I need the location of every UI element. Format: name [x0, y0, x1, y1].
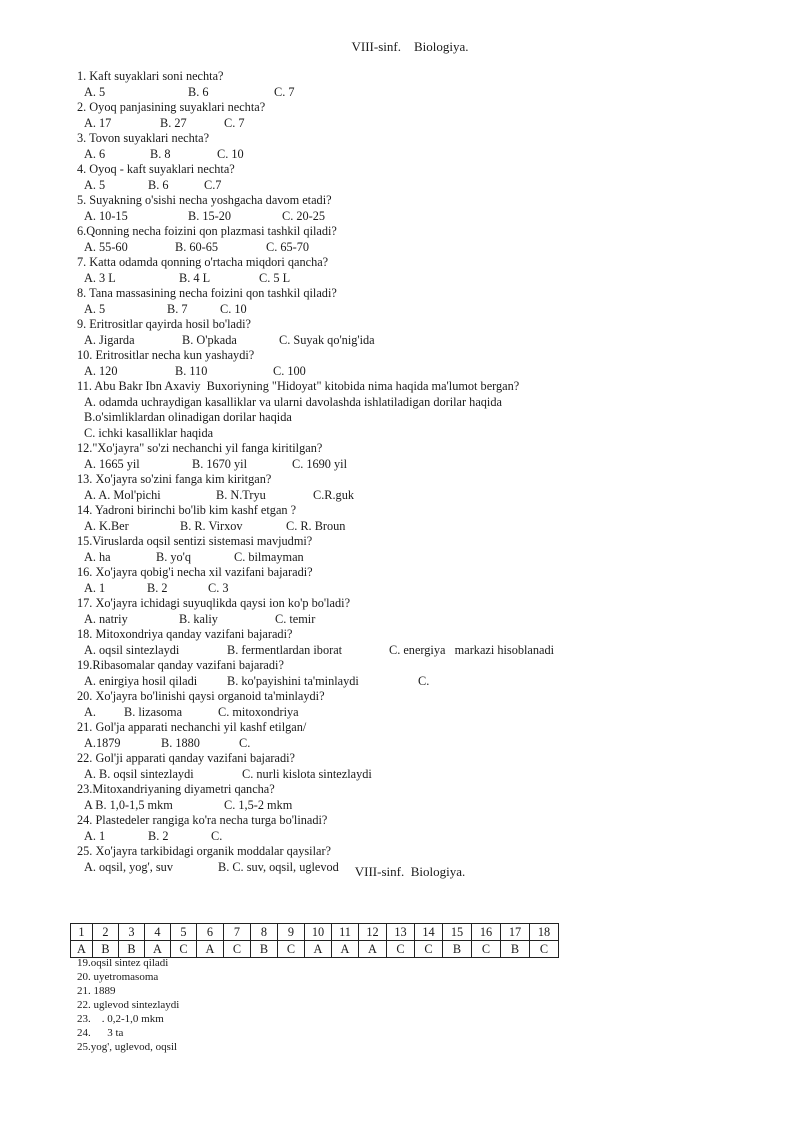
answer-option: B. fermentlardan iborat	[227, 642, 343, 657]
answer-option: A. 1	[84, 580, 106, 595]
answer-key-answer: B	[119, 941, 145, 958]
answer-option: A. 10-15	[84, 208, 128, 223]
question-17	[77, 596, 777, 627]
answer-option: C. 10	[220, 301, 247, 316]
answer-option: B. 110	[175, 363, 208, 378]
answer-option: A. 5	[84, 177, 106, 192]
answer-key-answer: A	[359, 941, 387, 958]
answer-key-answer: C	[171, 941, 197, 958]
answer-option: C. 1690 yil	[292, 456, 347, 471]
question-text: 22. Gol'ji apparati qanday vazifani bajaradi?	[77, 751, 295, 765]
answer-option: A. 5	[84, 301, 106, 316]
answer-option: C. bilmayman	[234, 549, 304, 564]
answer-option: B. lizasoma	[124, 704, 183, 719]
answer-option: A B. 1,0-1,5 mkm	[84, 797, 173, 812]
answer-option: B. N.Tryu	[216, 487, 266, 502]
answer-key-answer: C	[278, 941, 305, 958]
answer-note: 22. uglevod sintezlaydi	[77, 999, 180, 1011]
question-text: 18. Mitoxondriya qanday vazifani bajaradi?	[77, 627, 293, 641]
answer-key-number: 15	[443, 924, 472, 941]
question-18	[77, 627, 777, 658]
question-text: 2. Oyoq panjasining suyaklari nechta?	[77, 100, 266, 114]
answer-note: 23. . 0,2-1,0 mkm	[77, 1013, 164, 1025]
answer-option: B. C. suv, oqsil, uglevod	[218, 859, 339, 874]
option-row	[77, 736, 777, 752]
answer-option: C.7	[204, 177, 222, 192]
question-6	[77, 224, 777, 255]
question-7	[77, 255, 777, 286]
question-text: 3. Tovon suyaklari nechta?	[77, 131, 210, 145]
answer-option: B. kaliy	[179, 611, 218, 626]
question-4	[77, 162, 777, 193]
question-text: 16. Xo'jayra qobig'i necha xil vazifani bajaradi?	[77, 565, 313, 579]
option-row	[77, 333, 777, 349]
question-3	[77, 131, 777, 162]
answer-key-title: VIII-sinf. Biologiya.	[354, 864, 466, 879]
option-row	[77, 147, 777, 163]
answer-option: C. nurli kislota sintezlaydi	[242, 766, 372, 781]
answer-option: A.1879	[84, 735, 121, 750]
answer-note: 19.oqsil sintez qiladi	[77, 957, 169, 969]
answer-option: C. 65-70	[266, 239, 310, 254]
option-row	[77, 798, 777, 814]
option-row	[77, 302, 777, 318]
option-row	[77, 643, 777, 659]
answer-note: 25.yog', uglevod, oqsil	[77, 1041, 178, 1053]
question-text: 10. Eritrositlar necha kun yashaydi?	[77, 348, 255, 362]
option-row	[77, 550, 777, 566]
question-15	[77, 534, 777, 565]
question-text: 17. Xo'jayra ichidagi suyuqlikda qaysi ion ko'p bo'ladi?	[77, 596, 351, 610]
question-24	[77, 813, 777, 844]
answer-option: A. 1	[84, 828, 106, 843]
answer-option: C. Suyak qo'nig'ida	[279, 332, 375, 347]
answer-option: C.	[418, 673, 430, 688]
answer-note: 24. 3 ta	[77, 1027, 124, 1039]
answer-option: A. 120	[84, 363, 118, 378]
option-row	[77, 457, 777, 473]
answer-option: A. enirgiya hosil qiladi	[84, 673, 198, 688]
answer-option: A. oqsil, yog', suv	[84, 859, 173, 874]
question-1	[77, 69, 777, 100]
question-text: 8. Tana massasining necha foizini qon tashkil qiladi?	[77, 286, 337, 300]
question-text: 6.Qonning necha foizini qon plazmasi tashkil qiladi?	[77, 224, 337, 238]
answer-option: B.o'simliklardan olinadigan dorilar haqida	[84, 410, 292, 424]
question-text: 23.Mitoxandriyaning diyametri qancha?	[77, 782, 275, 796]
answer-option: A.	[84, 704, 96, 719]
answer-key-number-row	[71, 924, 559, 941]
answer-option: C. 20-25	[282, 208, 326, 223]
question-text: 13. Xo'jayra so'zini fanga kim kiritgan?	[77, 472, 272, 486]
answer-key-number: 2	[93, 924, 119, 941]
answer-option: B. 60-65	[175, 239, 219, 254]
answer-option: C. energiya markazi hisoblanadi	[389, 642, 555, 657]
answer-option: B. 6	[148, 177, 169, 192]
answer-option: C. R. Broun	[286, 518, 346, 533]
answer-key-number: 16	[472, 924, 501, 941]
answer-option: C.R.guk	[313, 487, 354, 502]
answer-key-number: 1	[71, 924, 93, 941]
answer-option: B. 2	[147, 580, 168, 595]
answer-option: B. 4 L	[179, 270, 211, 285]
answer-key-number: 14	[415, 924, 443, 941]
question-text: 20. Xo'jayra bo'linishi qaysi organoid ta'minlaydi?	[77, 689, 325, 703]
question-text: 14. Yadroni birinchi bo'lib kim kashf etgan ?	[77, 503, 297, 517]
answer-note: 20. uyetromasoma	[77, 971, 159, 983]
answer-key-number: 9	[278, 924, 305, 941]
answer-key-answer: C	[530, 941, 559, 958]
question-text: 9. Eritrositlar qayirda hosil bo'ladi?	[77, 317, 251, 331]
answer-key-answer: A	[197, 941, 224, 958]
question-14	[77, 503, 777, 534]
question-text: 25. Xo'jayra tarkibidagi organik moddalar qaysilar?	[77, 844, 331, 858]
answer-key-answer: A	[305, 941, 332, 958]
question-22	[77, 751, 777, 782]
option-row	[77, 178, 777, 194]
answer-key-number: 11	[332, 924, 359, 941]
answer-option: C. 3	[208, 580, 229, 595]
answer-option: A. A. Mol'pichi	[84, 487, 161, 502]
answer-option: B. 1670 yil	[192, 456, 247, 471]
answer-key-number: 8	[251, 924, 278, 941]
answer-key-number: 5	[171, 924, 197, 941]
page-title: VIII-sinf. Biologiya.	[351, 39, 469, 54]
answer-key-answer: B	[93, 941, 119, 958]
answer-option: B. O'pkada	[182, 332, 237, 347]
answer-option: B. R. Virxov	[180, 518, 243, 533]
answer-key-number: 6	[197, 924, 224, 941]
answer-option: A. ha	[84, 549, 111, 564]
answer-option: A. natriy	[84, 611, 128, 626]
answer-option: C. 1,5-2 mkm	[224, 797, 293, 812]
question-16	[77, 565, 777, 596]
answer-key-number: 10	[305, 924, 332, 941]
answer-key-number: 13	[387, 924, 415, 941]
answer-note: 21. 1889	[77, 985, 116, 997]
answer-key-answer: A	[71, 941, 93, 958]
answer-key-table	[70, 923, 559, 958]
answer-option: B. 15-20	[188, 208, 232, 223]
question-text: 7. Katta odamda qonning o'rtacha miqdori qancha?	[77, 255, 329, 269]
option-row	[77, 116, 777, 132]
answer-option: B. 1880	[161, 735, 200, 750]
answer-option: C. mitoxondriya	[218, 704, 299, 719]
answer-option: A. 1665 yil	[84, 456, 140, 471]
question-text: 1. Kaft suyaklari soni nechta?	[77, 69, 224, 83]
answer-option: B. 6	[188, 84, 209, 99]
question-text: 11. Abu Bakr Ibn Axaviy Buxoriyning "Hidoyat" kitobida nima haqida ma'lumot bergan?	[77, 379, 520, 393]
answer-option: B. 7	[167, 301, 188, 316]
answer-notes	[77, 956, 179, 1054]
answer-key-answer: C	[224, 941, 251, 958]
answer-key-number: 17	[501, 924, 530, 941]
answer-key-answer: C	[387, 941, 415, 958]
answer-option: A. K.Ber	[84, 518, 129, 533]
answer-key-number: 12	[359, 924, 387, 941]
answer-key-answer: B	[501, 941, 530, 958]
answer-key-number: 3	[119, 924, 145, 941]
answer-option: C. 7	[224, 115, 245, 130]
question-12	[77, 441, 777, 472]
question-text: 24. Plastedeler rangiga ko'ra necha turga bo'linadi?	[77, 813, 328, 827]
question-text: 21. Gol'ja apparati nechanchi yil kashf etilgan/	[77, 720, 307, 734]
question-8	[77, 286, 777, 317]
answer-option: C. 100	[273, 363, 306, 378]
option-row	[77, 271, 777, 287]
answer-option: A. 5	[84, 84, 106, 99]
answer-option: C. ichki kasalliklar haqida	[84, 425, 214, 440]
question-9	[77, 317, 777, 348]
answer-option: A. oqsil sintezlaydi	[84, 642, 180, 657]
question-list	[77, 69, 777, 875]
answer-option: A. 17	[84, 115, 112, 130]
answer-key-number: 18	[530, 924, 559, 941]
answer-key-answer: A	[332, 941, 359, 958]
answer-option: C. 5 L	[259, 270, 291, 285]
option-row	[77, 612, 777, 628]
answer-key-answer: C	[472, 941, 501, 958]
option-row	[77, 581, 777, 597]
question-23	[77, 782, 777, 813]
answer-option: B. 27	[160, 115, 187, 130]
option-row	[77, 240, 777, 256]
answer-option: C.	[211, 828, 223, 843]
answer-option: A. Jigarda	[84, 332, 135, 347]
answer-option: A. odamda uchraydigan kasalliklar va ularni davolashda ishlatiladigan dorilar haqida	[84, 394, 502, 409]
option-row	[77, 364, 777, 380]
answer-key-answer: C	[415, 941, 443, 958]
answer-option: A. 6	[84, 146, 106, 161]
answer-option: B. yo'q	[156, 549, 192, 564]
answer-option: C. temir	[275, 611, 316, 626]
option-row	[77, 209, 777, 225]
question-11	[77, 379, 777, 441]
answer-key-answer: A	[145, 941, 171, 958]
option-row	[77, 767, 777, 783]
answer-option: A. 3 L	[84, 270, 116, 285]
option-row	[77, 488, 777, 504]
question-13	[77, 472, 777, 503]
answer-key-answer: B	[251, 941, 278, 958]
answer-option: B. 2	[148, 828, 169, 843]
question-19	[77, 658, 777, 689]
answer-option: C. 10	[217, 146, 244, 161]
answer-option: C. 7	[274, 84, 295, 99]
question-text: 19.Ribasomalar qanday vazifani bajaradi?	[77, 658, 284, 672]
answer-key-number: 4	[145, 924, 171, 941]
answer-option: A. 55-60	[84, 239, 128, 254]
option-row	[77, 85, 777, 101]
answer-key-number: 7	[224, 924, 251, 941]
answer-key-answer: B	[443, 941, 472, 958]
answer-option: B. 8	[150, 146, 171, 161]
question-2	[77, 100, 777, 131]
option-row	[77, 674, 777, 690]
option-row	[77, 829, 777, 845]
question-21	[77, 720, 777, 751]
answer-option: C.	[239, 735, 251, 750]
option-row	[77, 705, 777, 721]
question-text: 4. Oyoq - kaft suyaklari nechta?	[77, 162, 235, 176]
question-text: 5. Suyakning o'sishi necha yoshgacha davom etadi?	[77, 193, 332, 207]
answer-option: B. ko'payishini ta'minlaydi	[227, 673, 359, 688]
question-10	[77, 348, 777, 379]
answer-key-answer-row	[71, 941, 559, 958]
question-5	[77, 193, 777, 224]
answer-option: A. B. oqsil sintezlaydi	[84, 766, 194, 781]
question-text: 15.Viruslarda oqsil sentizi sistemasi mavjudmi?	[77, 534, 313, 548]
option-row	[77, 519, 777, 535]
question-text: 12."Xo'jayra" so'zi nechanchi yil fanga kiritilgan?	[77, 441, 323, 455]
question-20	[77, 689, 777, 720]
